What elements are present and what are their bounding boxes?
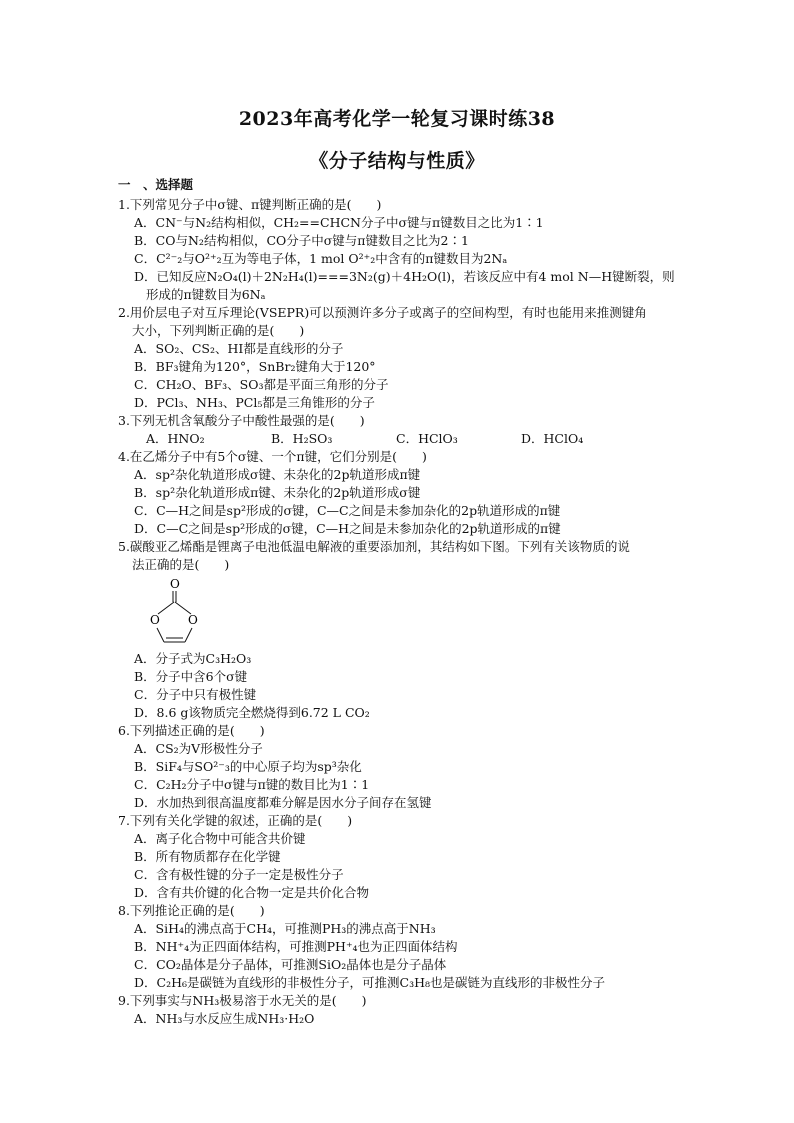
option-d: D．已知反应N₂O₄(l)＋2N₂H₄(l)===3N₂(g)＋4H₂O(l)，若该反应中有4 mol N—H键断裂，则 bbox=[134, 269, 675, 284]
question-2 bbox=[118, 304, 678, 412]
option-d: D．PCl₃、NH₃、PCl₅都是三角锥形的分子 bbox=[134, 395, 375, 410]
option-c: C．分子中只有极性键 bbox=[134, 687, 257, 702]
option-c: C．C—H之间是sp²形成的σ键，C—C之间是未参加杂化的2p轨道形成的π键 bbox=[134, 503, 561, 518]
option-a: A．CS₂为V形极性分子 bbox=[134, 741, 263, 756]
question-stem: 5.碳酸亚乙烯酯是锂离子电池低温电解液的重要添加剂，其结构如下图。下列有关该物质的说 bbox=[118, 539, 630, 554]
atom-o-right: O bbox=[188, 613, 198, 627]
option-b: B．SiF₄与SO²⁻₃的中心原子均为sp³杂化 bbox=[134, 759, 362, 774]
option-b: B．所有物质都存在化学键 bbox=[134, 849, 281, 864]
option-a: A．CN⁻与N₂结构相似，CH₂==CHCN分子中σ键与π键数目之比为1∶1 bbox=[134, 215, 544, 230]
option-b: B．H₂SO₃ bbox=[271, 431, 333, 446]
option-d: D．C₂H₆是碳链为直线形的非极性分子，可推测C₃H₈也是碳链为直线形的非极性分子 bbox=[134, 975, 605, 990]
option-d: D．C—C之间是sp²形成的σ键，C—H之间是未参加杂化的2p轨道形成的π键 bbox=[134, 521, 561, 536]
option-c: C．CO₂晶体是分子晶体，可推测SiO₂晶体也是分子晶体 bbox=[134, 957, 447, 972]
option-a: A．离子化合物中可能含共价键 bbox=[134, 831, 306, 846]
option-c: C．C₂H₂分子中σ键与π键的数目比为1∶1 bbox=[134, 777, 370, 792]
question-9 bbox=[118, 992, 678, 1028]
option-b: B．CO与N₂结构相似，CO分子中σ键与π键数目之比为2∶1 bbox=[134, 233, 469, 248]
atom-o-left: O bbox=[150, 613, 160, 627]
section-heading: 一 、选择题 bbox=[118, 177, 194, 192]
page-title: 2023年高考化学一轮复习课时练38 bbox=[238, 108, 556, 130]
option-a: A．SO₂、CS₂、HI都是直线形的分子 bbox=[134, 341, 344, 356]
question-stem: 7.下列有关化学键的叙述，正确的是( ) bbox=[118, 813, 353, 828]
option-c: C．C²⁻₂与O²⁺₂互为等电子体，1 mol O²⁺₂中含有的π键数目为2Nₐ bbox=[134, 251, 508, 266]
option-b: B．BF₃键角为120°，SnBr₂键角大于120° bbox=[134, 359, 376, 374]
option-c: C．CH₂O、BF₃、SO₃都是平面三角形的分子 bbox=[134, 377, 389, 392]
vinylene-carbonate-structure bbox=[146, 574, 206, 650]
question-stem: 6.下列描述正确的是( ) bbox=[118, 723, 265, 738]
option-a: A．SiH₄的沸点高于CH₄，可推测PH₃的沸点高于NH₃ bbox=[134, 921, 436, 936]
question-5 bbox=[118, 538, 678, 722]
option-a: A．NH₃与水反应生成NH₃·H₂O bbox=[134, 1011, 315, 1026]
page-subtitle: 《分子结构与性质》 bbox=[309, 150, 485, 172]
option-b: B．NH⁺₄为正四面体结构，可推测PH⁺₄也为正四面体结构 bbox=[134, 939, 458, 954]
bond-c-o-left bbox=[158, 602, 174, 614]
bond-o-c-left bbox=[157, 628, 164, 642]
question-stem-continued: 大小，下列判断正确的是( ) bbox=[132, 323, 305, 338]
question-stem: 8.下列推论正确的是( ) bbox=[118, 903, 265, 918]
option-c: C．含有极性键的分子一定是极性分子 bbox=[134, 867, 344, 882]
option-d-continued: 形成的π键数目为6Nₐ bbox=[146, 287, 266, 302]
question-7 bbox=[118, 812, 678, 902]
atom-o-top: O bbox=[170, 577, 180, 591]
question-stem: 1.下列常见分子中σ键、π键判断正确的是( ) bbox=[118, 197, 382, 212]
question-stem: 2.用价层电子对互斥理论(VSEPR)可以预测许多分子或离子的空间构型，有时也能用来推测键角 bbox=[118, 305, 647, 320]
structure-diagram bbox=[146, 574, 206, 650]
bond-o-c-right bbox=[185, 628, 192, 642]
options-row bbox=[118, 430, 678, 448]
question-stem: 9.下列事实与NH₃极易溶于水无关的是( ) bbox=[118, 993, 367, 1008]
question-8 bbox=[118, 902, 678, 992]
option-a: A．HNO₂ bbox=[146, 431, 205, 446]
option-d: D．含有共价键的化合物一定是共价化合物 bbox=[134, 885, 370, 900]
question-1 bbox=[118, 196, 678, 304]
option-d: D．水加热到很高温度都难分解是因水分子间存在氢键 bbox=[134, 795, 432, 810]
question-content bbox=[118, 176, 678, 1028]
option-d: D．8.6 g该物质完全燃烧得到6.72 L CO₂ bbox=[134, 705, 370, 720]
option-b: B．sp²杂化轨道形成π键、未杂化的2p轨道形成σ键 bbox=[134, 485, 421, 500]
question-stem: 4.在乙烯分子中有5个σ键、一个π键，它们分别是( ) bbox=[118, 449, 427, 464]
option-a: A．分子式为C₃H₂O₃ bbox=[134, 651, 252, 666]
option-a: A．sp²杂化轨道形成σ键、未杂化的2p轨道形成π键 bbox=[134, 467, 421, 482]
question-4 bbox=[118, 448, 678, 538]
question-stem: 3.下列无机含氧酸分子中酸性最强的是( ) bbox=[118, 413, 365, 428]
question-stem-continued: 法正确的是( ) bbox=[132, 557, 230, 572]
question-6 bbox=[118, 722, 678, 812]
option-b: B．分子中含6个σ键 bbox=[134, 669, 248, 684]
question-3 bbox=[118, 412, 678, 448]
option-d: D．HClO₄ bbox=[521, 431, 584, 446]
option-c: C．HClO₃ bbox=[396, 431, 458, 446]
